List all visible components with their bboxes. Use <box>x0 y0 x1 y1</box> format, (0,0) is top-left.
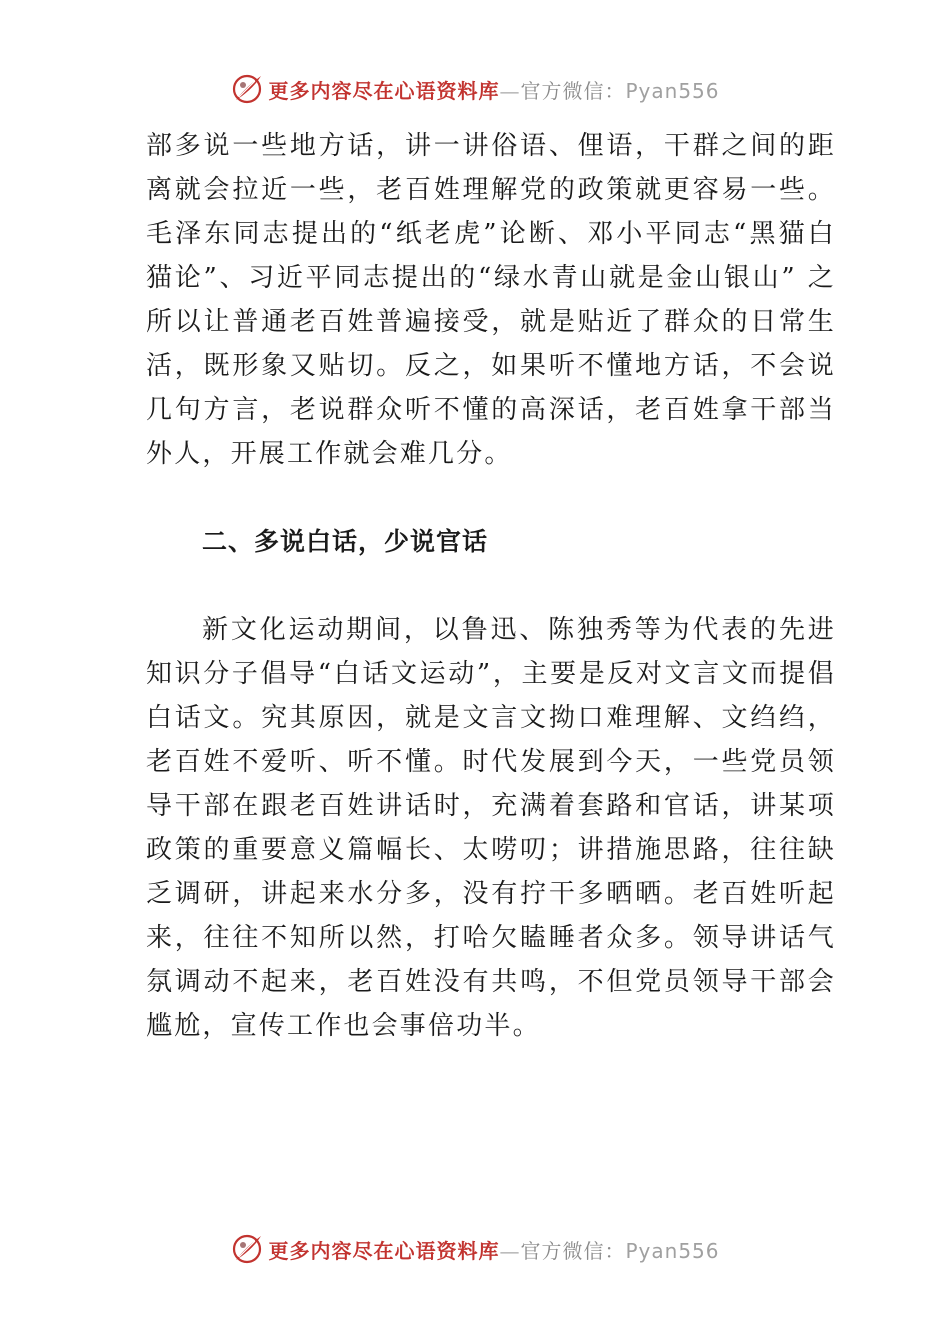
watermark-separator: — <box>499 78 521 103</box>
paragraph-spacer <box>146 476 836 520</box>
header-watermark <box>0 72 950 106</box>
watermark-separator: — <box>499 1238 521 1263</box>
watermark-text <box>268 1235 719 1264</box>
paragraph-continued: 部多说一些地方话，讲一讲俗语、俚语，干群之间的距离就会拉近一些，老百姓理解党的政策就更容易一些。毛泽东同志提出的“纸老虎”论断、邓小平同志“黑猫白猫论”、习近平同志提出的“绿水青山就是金山银山” 之所以让普通老百姓普遍接受，就是贴近了群众的日常生活，既形象又贴切。反之，如果听不懂地方话，不会说几句方言，老说群众听不懂的高深话，老百姓拿干部当外人，开展工作就会难几分。 <box>146 131 836 469</box>
feather-quill-logo-icon <box>230 1232 264 1266</box>
watermark-main: 更多内容尽在心语资料库 <box>268 78 500 103</box>
watermark-wechat-label: 官方微信： <box>520 1238 626 1263</box>
feather-quill-logo-icon <box>230 72 264 106</box>
watermark-text <box>268 75 719 104</box>
paragraph-spacer <box>146 564 836 608</box>
footer-watermark <box>0 1232 950 1266</box>
watermark-wechat-label: 官方微信： <box>520 78 626 103</box>
section-heading: 二、多说白话，少说官话 <box>202 527 489 556</box>
paragraph-body: 新文化运动期间，以鲁迅、陈独秀等为代表的先进知识分子倡导“白话文运动”，主要是反对文言文而提倡白话文。究其原因，就是文言文拗口难理解、文绉绉，老百姓不爱听、听不懂。时代发展到今天，一些党员领导干部在跟老百姓讲话时，充满着套路和官话，讲某项政策的重要意义篇幅长、太唠叨；讲措施思路，往往缺乏调研，讲起来水分多，没有拧干多晒晒。老百姓听起来，往往不知所以然，打哈欠瞌睡者众多。领导讲话气氛调动不起来，老百姓没有共鸣，不但党员领导干部会尴尬，宣传工作也会事倍功半。 <box>146 615 836 1041</box>
watermark-wechat-id: Pyan556 <box>625 78 720 103</box>
watermark-wechat-id: Pyan556 <box>625 1238 720 1263</box>
document-body <box>146 124 836 1048</box>
watermark-main: 更多内容尽在心语资料库 <box>268 1238 500 1263</box>
